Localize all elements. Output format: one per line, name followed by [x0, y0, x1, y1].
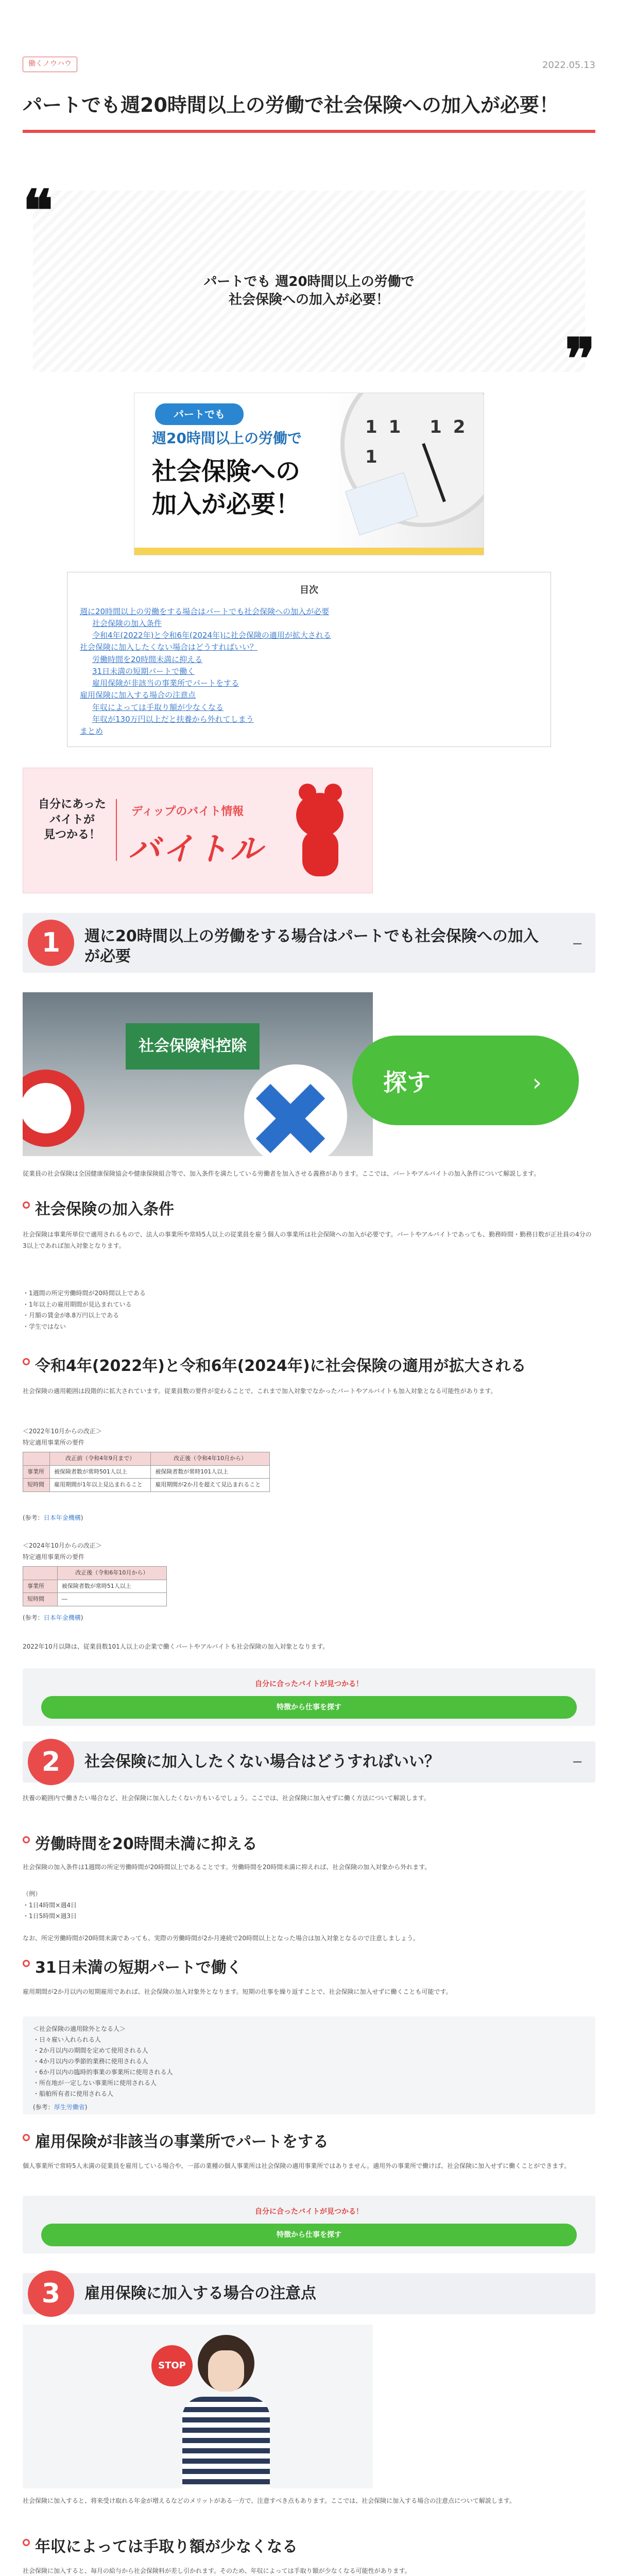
cta-box: [23, 1668, 595, 1726]
list-item: ・所在地が一定しない事業所に使用される人: [33, 2079, 157, 2087]
table-cell: 事業所: [23, 1580, 58, 1593]
cta-title: 自分に合ったバイトが見つかる！: [255, 2208, 363, 2216]
table-cell: 短時間: [23, 1479, 50, 1492]
section-3-intro: 社会保険に加入すると、将来受け取れる年金が増えるなどのメリットがある一方で、注意すべき点もあります。ここでは、社会保険に加入する場合の注意点について解説します。: [23, 2497, 516, 2504]
banner-line1: 週20時間以上の労働で: [152, 430, 302, 447]
source-1: (参考：日本年金機構): [23, 1514, 83, 1521]
heading-expansion: [23, 1356, 526, 1376]
under-20h-example: [23, 1889, 595, 1922]
table-row: [23, 1479, 270, 1492]
cta-box: [23, 2196, 595, 2253]
heading-icon: [23, 1836, 30, 1843]
toc-item[interactable]: 雇用保険が非該当の事業所でパートをする: [92, 679, 239, 688]
heading-non-applicable: [23, 2132, 329, 2152]
toc-item[interactable]: 年収が130万円以上だと扶養から外れてしまう: [92, 714, 254, 724]
cta-button[interactable]: 特徴から仕事を探す: [41, 2224, 577, 2246]
source-link-mhlw[interactable]: 厚生労働省: [54, 2104, 85, 2111]
source-label: (参考：: [33, 2104, 54, 2111]
ad-left-text: 自分にあった バイトが 見つかる！: [38, 798, 106, 842]
cta-button[interactable]: 特徴から仕事を探す: [41, 1696, 577, 1719]
section-3-title: 雇用保険に加入する場合の注意点: [84, 2284, 316, 2302]
heading-icon: [23, 2134, 30, 2141]
heading-text: 労働時間を20時間未満に抑える: [35, 1835, 258, 1853]
toc-item[interactable]: 社会保険の加入条件: [92, 618, 162, 628]
table-header: [23, 1452, 50, 1466]
table-cell: 事業所: [23, 1465, 50, 1479]
ad-sub: ディップのバイト情報: [131, 805, 244, 818]
list-item: ・2か月以内の期間を定めて使用される人: [33, 2047, 148, 2054]
ad-divider: [116, 799, 117, 861]
table1-caption: ＜2022年10月からの改正＞: [23, 1428, 102, 1435]
join-conditions-text: 社会保険は事業所単位で適用されるもので、法人の事業所や常時5人以上の従業員を雇う個人の事業所は社会保険への加入が必要です。パートやアルバイトであっても、勤務時間・勤務日数が正社員の4分の3以上であれば加入対象となります。: [23, 1231, 592, 1249]
table-cell: 被保険者数が常時501人以上: [49, 1465, 150, 1479]
toc-item[interactable]: 労働時間を20時間未満に抑える: [92, 654, 203, 664]
source-link-nenkin[interactable]: 日本年金機構: [43, 1514, 81, 1521]
cta-title: 自分に合ったバイトが見つかる！: [255, 1680, 363, 1688]
title-underline: [23, 130, 595, 133]
take-home-text: 社会保険に加入すると、毎月の給与から社会保険料が差し引かれます。そのため、年収によっては手取り額が少なくなる可能性があります。: [23, 2567, 411, 2574]
short-term-text: 雇用期間が2か月以内の短期雇用であれば、社会保険の加入対象外となります。短期の仕事を繰り返すことで、社会保険に加入せずに働くことも可能です。: [23, 1988, 452, 1995]
table2-subcaption: 特定適用事業所の要件: [23, 1553, 85, 1561]
close-quote-icon: ❞: [564, 326, 595, 392]
table-row: [23, 1465, 270, 1479]
toc-heading: 目次: [300, 585, 318, 596]
table-row: [23, 1593, 167, 1606]
banner-accent-bar: [134, 548, 484, 555]
toc-item[interactable]: まとめ: [80, 726, 104, 736]
source-label: (参考：: [23, 1614, 44, 1621]
section-2-toggle[interactable]: −: [572, 1754, 583, 1770]
section-2-number: 2: [28, 1739, 74, 1785]
heading-short-term: [23, 1958, 242, 1978]
heading-text: 社会保険の加入条件: [35, 1200, 174, 1218]
section-1-title: 週に20時間以上の労働をする場合はパートでも社会保険への加入が必要: [84, 927, 539, 965]
section-3-number: 3: [28, 2270, 74, 2317]
expansion-text: 社会保険の適用範囲は段階的に拡大されています。従業員数の要件が変わることで、これまで加入対象でなかったパートやアルバイトも加入対象となる可能性があります。: [23, 1387, 497, 1395]
under-20h-note: なお、所定労働時間が20時間未満であっても、実際の労働時間が2か月連続で20時間以上となった場合は加入対象となるので注意しましょう。: [23, 1935, 420, 1942]
list-item: ＜社会保険の適用除外となる人＞: [33, 2025, 126, 2032]
category-badge[interactable]: 働くノウハウ: [23, 57, 77, 72]
heading-icon: [23, 1201, 30, 1209]
stop-sign-icon: STOP: [151, 2345, 193, 2386]
ad-brand-logo: バイトル: [128, 830, 265, 868]
banner-line2: 社会保険への: [152, 457, 301, 486]
heading-under-20h: [23, 1834, 258, 1854]
mascot-icon: [281, 784, 358, 882]
publish-date: 2022.05.13: [542, 60, 595, 71]
table-cell: ―: [57, 1593, 166, 1606]
clock-illustration: 11 12 1: [340, 393, 484, 527]
page-title: パートでも週20時間以上の労働で社会保険への加入が必要！: [23, 94, 559, 116]
article-meta: [23, 57, 595, 77]
list-item: （例）: [23, 1890, 42, 1897]
under-20h-text: 社会保険の加入条件は1週間の所定労働時間が20時間以上であることです。労働時間を20時間未満に抑えれば、社会保険の加入対象から外れます。: [23, 1863, 431, 1871]
table-cell: 雇用期間が1年以上見込まれること: [49, 1479, 150, 1492]
section-2-title: 社会保険に加入したくない場合はどうすればいい？: [84, 1753, 440, 1771]
toc-item[interactable]: 社会保険に加入したくない場合はどうすればいい？: [80, 642, 258, 652]
section-1-photo: [23, 992, 373, 1156]
non-applicable-text: 個人事業所で常時5人未満の従業員を雇用している場合や、一部の業種の個人事業所は社会保険の適用事業所ではありません。適用外の事業所で働けば、社会保険に加入せずに働くことができます。: [23, 2162, 571, 2170]
table-header: [23, 1567, 58, 1580]
heading-text: 令和4年(2022年)と令和6年(2024年)に社会保険の適用が拡大される: [35, 1357, 526, 1375]
section-1-heading[interactable]: [23, 913, 595, 973]
heading-text: 雇用保険が非該当の事業所でパートをする: [35, 2133, 329, 2151]
quote-box: [23, 177, 595, 392]
join-conditions-list: [23, 1288, 595, 1332]
source-label: (参考：: [23, 1514, 44, 1521]
search-button[interactable]: [352, 1036, 579, 1125]
list-item: ・1日4時間×週4日: [23, 1901, 77, 1909]
list-item: ・学生ではない: [23, 1323, 66, 1330]
toc-list: [80, 606, 538, 738]
section-2-intro: 扶養の範囲内で働きたい場合など、社会保険に加入したくない方もいるでしょう。ここでは、社会保険に加入せずに働く方法について解説します。: [23, 1794, 430, 1802]
block-label: 社会保険料控除: [126, 1023, 260, 1070]
table-header: 改正後（令和6年10月から）: [57, 1567, 166, 1580]
heading-join-conditions: [23, 1199, 174, 1219]
toc-item[interactable]: 年収によっては手取り額が少なくなる: [92, 702, 224, 712]
table-header: 改正前（令和4年9月まで）: [49, 1452, 150, 1466]
search-label: 探す: [383, 1069, 431, 1096]
toc-item[interactable]: 週に20時間以上の労働をする場合はパートでも社会保険への加入が必要: [80, 606, 330, 616]
open-quote-icon: ❝: [23, 177, 54, 244]
table1-subcaption: 特定適用事業所の要件: [23, 1439, 85, 1446]
list-item: ・月額の賃金が8.8万円以上である: [23, 1312, 119, 1319]
list-item: ・船舶所有者に使用される人: [33, 2090, 114, 2097]
article-hero-banner: [134, 393, 484, 555]
section-3-heading[interactable]: [23, 2273, 595, 2314]
heading-icon: [23, 1960, 30, 1967]
list-item: ・1週間の所定労働時間が20時間以上である: [23, 1290, 146, 1297]
table-cell: 雇用期間が2か月を超えて見込まれること: [151, 1479, 270, 1492]
list-item: ・4か月以内の季節的業務に使用される人: [33, 2058, 148, 2065]
reform-table-2024: [23, 1566, 167, 1606]
banner-pill: パートでも: [155, 403, 244, 425]
table-header: 改正後（令和4年10月から）: [151, 1452, 270, 1466]
table-cell: 被保険者数が常時101人以上: [151, 1465, 270, 1479]
heading-take-home: [23, 2537, 298, 2557]
toc-item[interactable]: 令和4年(2022年)と令和6年(2024年)に社会保険の適用が拡大される: [92, 631, 331, 640]
heading-icon: [23, 2539, 30, 2546]
section-2-heading[interactable]: [23, 1741, 595, 1783]
list-item: ・6か月以内の臨時的事業の事業所に使用される人: [33, 2069, 173, 2076]
table-of-contents: [67, 572, 551, 747]
list-item: ・1日5時間×週3日: [23, 1912, 77, 1920]
expansion-summary: 2022年10月以降は、従業員数101人以上の企業で働くパートやアルバイトも社会保険の加入対象となります。: [23, 1643, 329, 1650]
section-1-number: 1: [28, 920, 74, 966]
quote-text: パートでも 週20時間以上の労働で 社会保険への加入が必要！: [203, 274, 415, 308]
section-1-intro: 従業員の社会保険は全国健康保険協会や健康保険組合等で、加入条件を満たしている労働者を加入させる義務があります。ここでは、パートやアルバイトの加入条件について解説します。: [23, 1170, 540, 1177]
toc-item[interactable]: 雇用保険に加入する場合の注意点: [80, 690, 196, 700]
heading-text: 31日未満の短期パートで働く: [35, 1959, 242, 1977]
table-cell: 被保険者数が常時51人以上: [57, 1580, 166, 1593]
section-3-photo: [23, 2325, 373, 2488]
reform-table-2022: [23, 1452, 270, 1492]
banner-line3: 加入が必要！: [152, 490, 301, 519]
source-2: (参考：日本年金機構): [23, 1614, 83, 1621]
baitoru-ad-banner[interactable]: [23, 768, 373, 893]
toc-item[interactable]: 31日未満の短期パートで働く: [92, 666, 195, 676]
table2-caption: ＜2024年10月からの改正＞: [23, 1542, 102, 1549]
chevron-right-icon: ›: [532, 1069, 542, 1096]
heading-icon: [23, 1358, 30, 1365]
section-1-toggle[interactable]: −: [572, 936, 583, 952]
list-item: ・1年以上の雇用期間が見込まれている: [23, 1300, 132, 1308]
heading-text: 年収によっては手取り額が少なくなる: [35, 2538, 298, 2556]
source-link-nenkin[interactable]: 日本年金機構: [43, 1614, 81, 1621]
table-row: [23, 1580, 167, 1593]
source-3: (参考：厚生労働省): [33, 2104, 88, 2111]
list-item: ・日々雇い入れられる人: [33, 2036, 101, 2043]
table-cell: 短時間: [23, 1593, 58, 1606]
exclusion-box: [23, 2016, 595, 2114]
